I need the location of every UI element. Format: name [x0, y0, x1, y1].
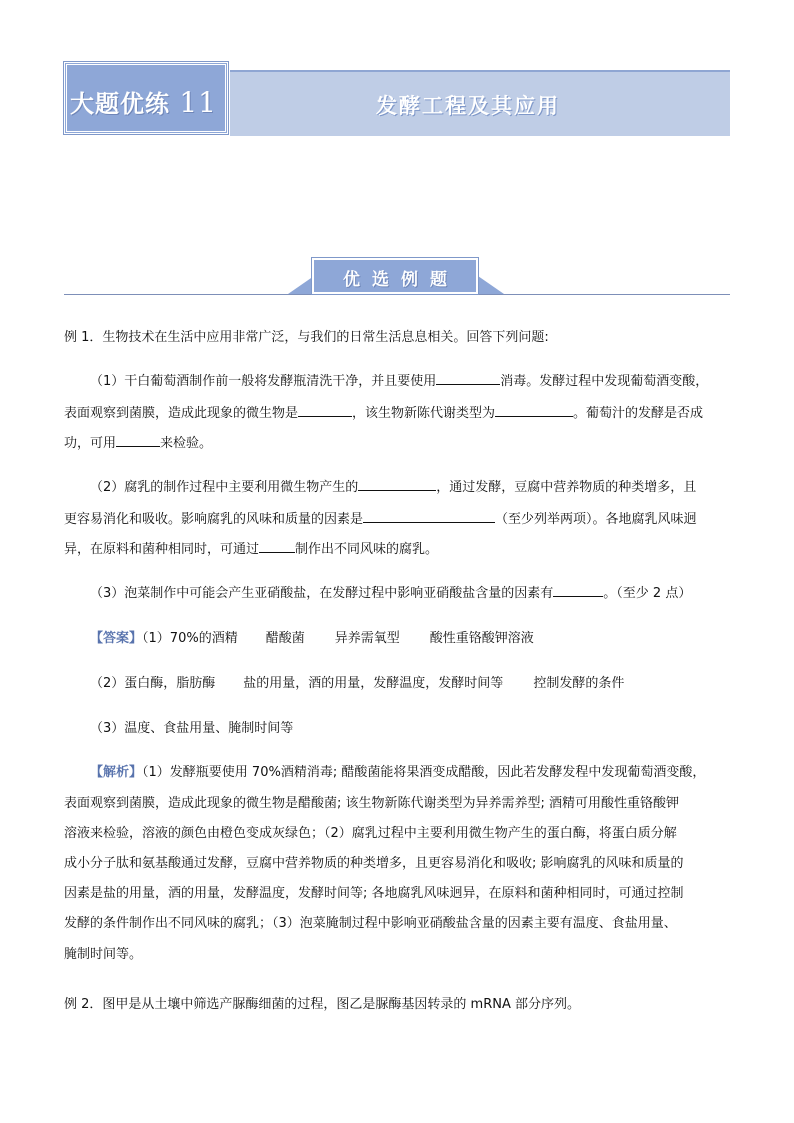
answer-blank[interactable]	[436, 370, 500, 385]
q1-line1: （1）干白葡萄酒制作前一般将发酵瓶清洗干净，并且要使用 消毒。发酵过程中发现葡萄酒变酸，	[90, 368, 770, 396]
section-banner-wing-left	[288, 276, 314, 294]
answer-line3: （3）温度、食盐用量、腌制时间等	[90, 721, 294, 736]
q2-line2: 更容易消化和吸收。影响腐乳的风味和质量的因素是 （至少列举两项）。各地腐乳风味迥	[64, 506, 744, 534]
answer-blank[interactable]	[363, 508, 495, 523]
analysis-tag: 【解析】	[90, 765, 143, 780]
analysis-line3: 溶液来检验，溶液的颜色由橙色变成灰绿色；（2）腐乳过程中主要利用微生物产生的蛋白酶，将蛋白质分解	[64, 826, 677, 841]
answer-blank[interactable]	[259, 538, 295, 553]
answer-line1: 【答案】（1）70%的酒精 醋酸菌 异养需氧型 酸性重铬酸钾溶液	[90, 631, 534, 646]
q1-line3: 功，可用 来检验。	[64, 430, 744, 458]
header-label	[70, 84, 217, 119]
header-label-prefix: 大题优练	[70, 90, 170, 118]
section-label: 优选例题	[343, 270, 459, 290]
answer-blank[interactable]	[358, 476, 436, 491]
example2-intro: 例 2．图甲是从土壤中筛选产脲酶细菌的过程，图乙是脲酶基因转录的 mRNA 部分序列。	[64, 997, 580, 1012]
q1-line2: 表面观察到菌膜，造成此现象的微生物是 ，该生物新陈代谢类型为 。葡萄汁的发酵是否成	[64, 400, 744, 428]
header-label-number: 11	[179, 86, 217, 119]
answer-tag: 【答案】	[90, 631, 143, 646]
answer-line2: （2）蛋白酶，脂肪酶 盐的用量，酒的用量，发酵温度，发酵时间等 控制发酵的条件	[90, 676, 625, 691]
analysis-line4: 成小分子肽和氨基酸通过发酵，豆腐中营养物质的种类增多，且更容易消化和吸收; 影响腐乳的风味和质量的	[64, 856, 684, 871]
q2-line1: （2）腐乳的制作过程中主要利用微生物产生的 ，通过发酵，豆腐中营养物质的种类增多，且	[90, 474, 770, 502]
section-banner-wing-right	[478, 276, 504, 294]
analysis-line7: 腌制时间等。	[64, 947, 143, 962]
analysis-line5: 因素是盐的用量，酒的用量，发酵温度，发酵时间等; 各地腐乳风味迥异，在原料和菌种相同时，可通过控制	[64, 886, 684, 901]
header-title: 发酵工程及其应用	[376, 94, 560, 118]
section-divider	[64, 294, 730, 295]
q2-line3: 异，在原料和菌种相同时，可通过 制作出不同风味的腐乳。	[64, 536, 744, 564]
answer-blank[interactable]	[116, 432, 160, 447]
analysis-line2: 表面观察到菌膜，造成此现象的微生物是醋酸菌; 该生物新陈代谢类型为异养需养型; 酒精可用酸性重铬酸钾	[64, 796, 680, 811]
example1-intro: 例 1．生物技术在生活中应用非常广泛，与我们的日常生活息息相关。回答下列问题:	[64, 330, 549, 345]
answer-blank[interactable]	[495, 402, 573, 417]
q3-line: （3）泡菜制作中可能会产生亚硝酸盐，在发酵过程中影响亚硝酸盐含量的因素有 。（至少 2 点）	[90, 580, 770, 608]
answer-blank[interactable]	[553, 582, 603, 597]
answer-blank[interactable]	[298, 402, 352, 417]
analysis-line6: 发酵的条件制作出不同风味的腐乳；（3）泡菜腌制过程中影响亚硝酸盐含量的因素主要有温度、食盐用量、	[64, 916, 677, 931]
analysis-line1: 【解析】（1）发酵瓶要使用 70%酒精消毒; 醋酸菌能将果酒变成醋酸，因此若发酵发程中发现葡萄酒变酸，	[90, 765, 706, 780]
